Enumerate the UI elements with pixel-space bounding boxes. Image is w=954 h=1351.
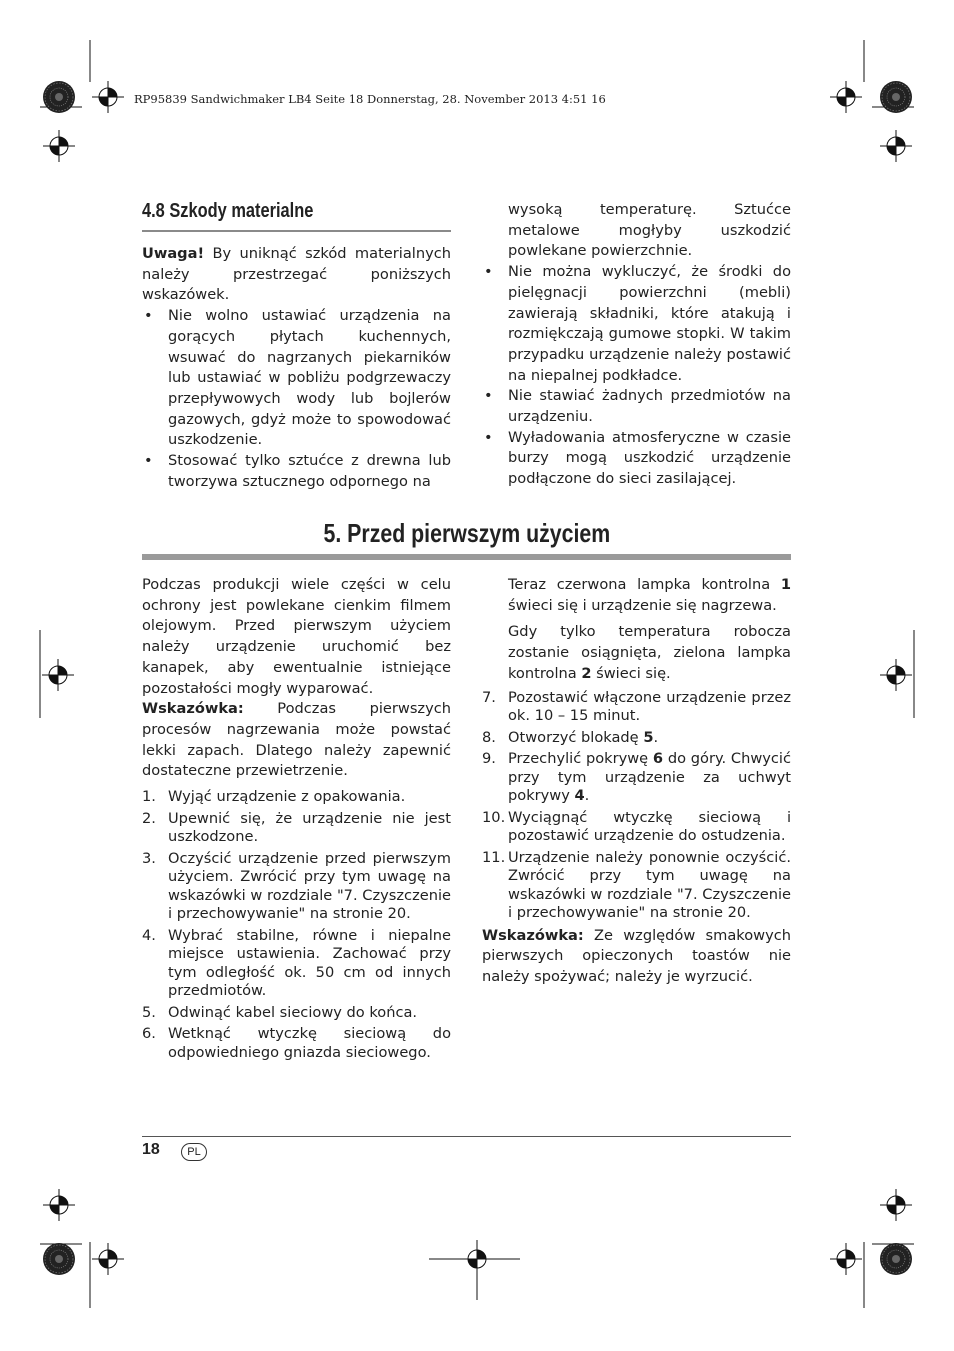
step-item: 10. Wyciągnąć wtyczkę sieciową i pozostawić urządzenie do ostudzenia. bbox=[482, 808, 791, 845]
bullet-continuation: wysoką temperaturę. Sztućce metalowe mogłyby uszkodzić powlekane powierzchnie. bbox=[508, 201, 791, 260]
step-continuation: Teraz czerwona lampka kontrolna 1 świeci się i urządzenie się nagrzewa. bbox=[508, 576, 791, 614]
warning-paragraph: Uwaga! By uniknąć szkód materialnych należy przestrzegać poniższych wskazówek. bbox=[142, 245, 451, 304]
note-paragraph: Wskazówka: Ze względów smakowych pierwszych opieczonych toastów nie należy spożywać; należy je wyrzucić. bbox=[482, 926, 791, 985]
print-header: RP95839 Sandwichmaker LB4 Seite 18 Donnerstag, 28. November 2013 4:51 16 bbox=[134, 92, 606, 106]
section48-right-column bbox=[482, 200, 791, 490]
language-badge: PL bbox=[181, 1143, 207, 1161]
warning-label: Uwaga! bbox=[142, 245, 205, 262]
list-item: • Nie stawiać żadnych przedmiotów na urządzeniu. bbox=[482, 386, 791, 427]
step-item: 8. Otworzyć blokadę 5. bbox=[482, 728, 659, 746]
footer-rule bbox=[142, 1136, 791, 1137]
step-item: 6. Wetknąć wtyczkę sieciową do odpowiedniego gniazda sieciowego. bbox=[142, 1025, 451, 1061]
section-rule bbox=[142, 554, 791, 560]
section48-left-column bbox=[142, 244, 451, 492]
note-label: Wskazówka: bbox=[142, 700, 244, 718]
page-number: 18 bbox=[142, 1141, 160, 1158]
heading-rule bbox=[142, 230, 451, 232]
section-heading-4-8: 4.8 Szkody materialne bbox=[142, 200, 314, 222]
step-item: 9. Przechylić pokrywę 6 do góry. Chwycić przy tym urządzenie za uchwyt pokrywy 4. bbox=[482, 750, 792, 805]
bullet-list bbox=[482, 262, 791, 490]
list-item: • Nie wolno ustawiać urządzenia na gorących płytach kuchennych, wsuwać do nagrzanych piekarników lub ustawiać w pobliżu podgrzewaczy przepływowych wody lub bojlerów gazowych, gdyż może to spowodować uszkodzenie. bbox=[142, 306, 451, 451]
intro-paragraph: Podczas produkcji wiele części w celu ochrony jest powlekane cienkim filmem olejowym. Przed pierwszym użyciem należy urządzenie uruchomić bez kanapek, aby ewentualnie istniejące pozostałości mogły wyparować. bbox=[142, 576, 451, 697]
section5-right-column bbox=[482, 575, 791, 988]
section5-left-column bbox=[142, 575, 451, 1065]
step-continuation: Gdy tylko temperatura robocza zostanie osiągnięta, zielona lampka kontrolna 2 świeci się. bbox=[508, 623, 791, 682]
step-item: 7. Pozostawić włączone urządzenie przez ok. 10 – 15 minut. bbox=[482, 688, 791, 725]
list-item: • Nie można wykluczyć, że środki do pielęgnacji powierzchni (mebli) zawierają składniki, które atakują i rozmiękczają gumowe stopki. W takim przypadku urządzenie należy postawić na niepalnej podkładce. bbox=[482, 262, 791, 386]
step-item: 3. Oczyścić urządzenie przed pierwszym użyciem. Zwrócić przy tym uwagę na wskazówki w rozdziale "7. Czyszczenie i przechowywanie" na stronie 20. bbox=[142, 849, 451, 923]
step-item: 4. Wybrać stabilne, równe i niepalne miejsce ustawienia. Zachować przy tym odległość ok. 50 cm od innych przedmiotów. bbox=[142, 926, 451, 1000]
step-item: 1. Wyjąć urządzenie z opakowania. bbox=[142, 788, 406, 806]
note-paragraph: Wskazówka: Podczas pierwszych procesów nagrzewania może powstać lekki zapach. Dlatego należy zapewnić dostateczne przewietrzenie. bbox=[142, 700, 451, 780]
bullet-list bbox=[142, 306, 451, 492]
section-heading-5-wrapper bbox=[142, 518, 791, 549]
list-item: • Wyładowania atmosferyczne w czasie burzy mogą uszkodzić urządzenie podłączone do sieci zasilającej. bbox=[482, 428, 791, 490]
step-item: 11. Urządzenie należy ponownie oczyścić. Zwrócić przy tym uwagę na wskazówki w rozdziale "7. Czyszczenie i przechowywanie" na stronie 20. bbox=[482, 848, 791, 922]
note-label: Wskazówka: bbox=[482, 926, 584, 944]
step-item: 2. Upewnić się, że urządzenie nie jest uszkodzone. bbox=[142, 809, 451, 846]
list-item: • Stosować tylko sztućce z drewna lub tworzywa sztucznego odpornego na bbox=[142, 451, 451, 492]
steps-list bbox=[142, 788, 451, 1062]
steps-list bbox=[482, 689, 791, 923]
section-heading-5: 5. Przed pierwszym użyciem bbox=[323, 518, 610, 548]
step-item: 5. Odwinąć kabel sieciowy do końca. bbox=[142, 1003, 418, 1021]
